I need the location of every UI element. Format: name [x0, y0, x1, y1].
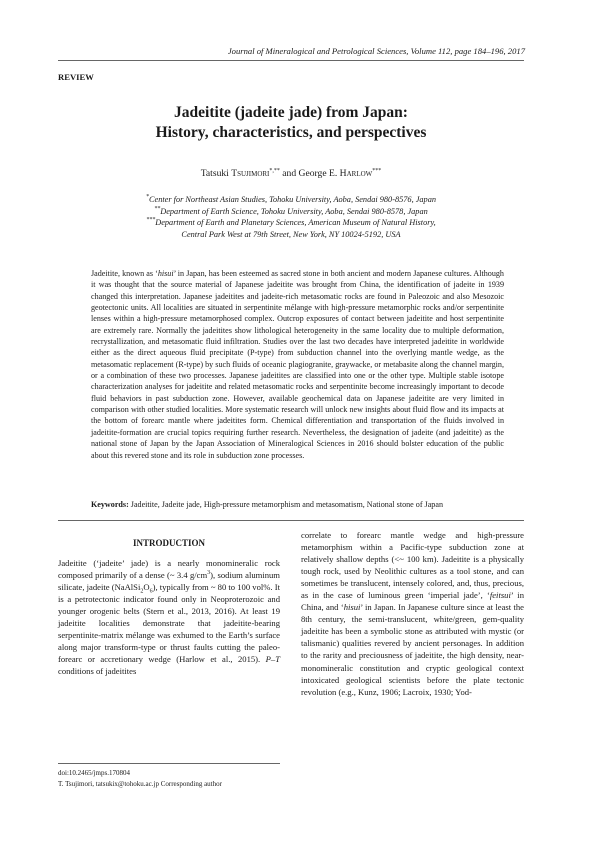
subscript: 6	[149, 588, 153, 595]
doi: doi:10.2465/jmps.170804	[58, 769, 130, 777]
term-feitsui: feitsui	[489, 590, 511, 601]
affiliation-text: Department of Earth Science, Tohoku University, Aoba, Sendai 980-8578, Japan	[160, 206, 428, 216]
section-label: REVIEW	[58, 72, 94, 82]
affiliation	[58, 217, 524, 229]
body-text: conditions of jadeitites	[58, 666, 137, 677]
affiliation	[58, 229, 524, 241]
keywords	[91, 500, 504, 509]
affiliation-text: Department of Earth and Planetary Sciences, American Museum of Natural History,	[155, 218, 436, 227]
body-text: correlate to forearc mantle wedge and high-pressure metamorphism within a Pacific-type subduction zone at relatively shallow depths (<~ 100 km). Jadeitite is a physically tough rock, used by Neolithic cultures as a tool stone, and can sometimes be translucent, intensely colored, and, thus, precious, as in the case of luminous green ‘imperial jade’, ‘	[301, 530, 524, 601]
body-text: ), typically from ~ 80 to 100 vol%. It is a petrotectonic indicator found only in Neoproterozoic and younger orogenic belts (Stern et al., 2013, 2016). At least 19 jadeitite localities demonstrate that jadeitite-bearing serpentinite-matrix mélange was exhumed to the Earth’s surface along major transform-type or thrust faults cutting the paleo-forearc or accretionary wedge (Harlow et al., 2015).	[58, 582, 280, 665]
right-paragraph	[301, 529, 524, 698]
affiliation-text: Central Park West at 79th Street, New York, NY 10024-5192, USA	[181, 229, 401, 239]
term-hisui: hisui	[343, 602, 361, 613]
affiliation-mark: **	[154, 205, 161, 212]
affiliation	[58, 194, 524, 206]
superscript: 3	[207, 570, 211, 577]
abstract	[91, 268, 504, 461]
author-1-mark: *,**	[269, 167, 280, 174]
intro-paragraph	[58, 557, 280, 677]
body-text: ’ in Japan. In Japanese culture since at least the 8th century, the semi-translucent, white/green, gem-quality jadeitite has been a symbolic stone as attributed with mystic (or talismanic) qualities revered by ancient personages. In addition to the rarity and preciousness of jadeitite, the high density, near-monomineralic constitution and cryptic geological context intoxicated geological scientists before the plate tectonic revolution (e.g., Kunz, 1906; Lacroix, 1930; Yod-	[301, 602, 524, 697]
affiliations	[58, 194, 524, 240]
author-conj: and	[279, 168, 299, 179]
author-1-last: Tsujimori	[231, 168, 270, 179]
author-2-mark: ***	[372, 167, 382, 174]
intro-heading: INTRODUCTION	[132, 538, 205, 548]
keywords-label: Keywords:	[91, 500, 129, 509]
paper-title	[58, 103, 524, 143]
footnote-rule	[58, 763, 280, 764]
header-rule	[58, 60, 524, 61]
abstract-text: Jadeitite, known as ‘	[91, 269, 158, 278]
author-list	[58, 168, 524, 179]
body-text: ’ in China, and ‘	[301, 590, 524, 613]
affiliation-mark: ***	[146, 217, 156, 224]
abstract-text: ’ in Japan, has been esteemed as sacred stone in both ancient and modern Japanese cultures. Although it was thought that the source material of Japanese jadeitite was brought from China, the identification of jadeite in 1939 changed this interpretation. Japanese jadeitites and jadeite-rich metasomatic rocks are found in Paleozoic and also Mesozoic geotectonic units. All localities are situated in serpentinite mélange with high-pressure metamorphic rocks and/or serpentinite lenses within a high-pressure metamorphosed complex. Outcrop exposures of contact between jadeitite and host serpentinite are extremely rare. Normally the jadeitites show lithological heterogeneity in the same locality due to multiple deformation, recrystallization, and metasomatic fluid infiltration. Studies over the last two decades have interpreted jadeitite in worldwide either as the direct aqueous fluid precipitate (P-type) from subduction channel into the overlying mantle wedge, as the metasomatic replacement (R-type) by such fluids of oceanic plagiogranite, graywacke, or metabasite along the channel margin, or a combination of these two processes. Japanese jadeitites are classified into one or the other type. Multiple stable isotope characterization analyses for jadeitite and related metasomatic rocks and serpentinite become increasingly important to decode fluid behaviors in past subduction zone. However, available geochemical data on Japanese jadeitite are very limited in comparison with other studied localities. More systematic research will unlock new insights about fluid flow and its impacts at the bottom of forearc mantle where jadeitites form. Chemical differentiation and transportation of the fluids involved in jadeitite-formation are crucial topics requiring further research. Nevertheless, the designation of jadeite (and jadeitite) as the national stone of Japan by the Japan Association of Mineralogical Sciences in 2016 should bolster education of the public about this revered stone and its role in subduction zone processes.	[91, 269, 504, 460]
body-text: Jadeitite (‘jadeite’ jade) is a nearly monomineralic rock composed primarily of a dense (~ 3.4 g/cm	[58, 558, 280, 581]
pt-term: P–T	[265, 654, 280, 665]
affiliation-mark: *	[145, 194, 149, 201]
keywords-text: Jadeitite, Jadeite jade, High-pressure metamorphism and metasomatism, National stone of Japan	[128, 500, 443, 509]
body-text: ), sodium aluminum silicate, jadeite (NaAlSi	[58, 570, 280, 593]
footnotes	[58, 768, 280, 790]
subscript: 2	[140, 588, 144, 595]
journal-header: Journal of Mineralogical and Petrological Sciences, Volume 112, page 184–196, 2017	[227, 46, 525, 56]
title-line-1: Jadeitite (jadeite jade) from Japan:	[174, 104, 408, 121]
keywords-rule	[58, 520, 524, 521]
corresponding-author: T. Tsujimori, tatsukix@tohoku.ac.jp Corresponding author	[58, 780, 222, 788]
author-2-first: George E.	[298, 168, 340, 179]
affiliation-text: Center for Northeast Asian Studies, Tohoku University, Aoba, Sendai 980-8576, Japan	[148, 195, 436, 204]
affiliation	[58, 206, 524, 218]
author-2-last: Harlow	[339, 168, 373, 179]
body-text: O	[143, 582, 150, 593]
right-column	[301, 529, 524, 698]
title-line-2: History, characteristics, and perspectives	[155, 124, 427, 141]
left-column	[58, 538, 280, 677]
author-1-first: Tatsuki	[200, 168, 232, 179]
abstract-term-hisui: hisui	[157, 269, 174, 278]
